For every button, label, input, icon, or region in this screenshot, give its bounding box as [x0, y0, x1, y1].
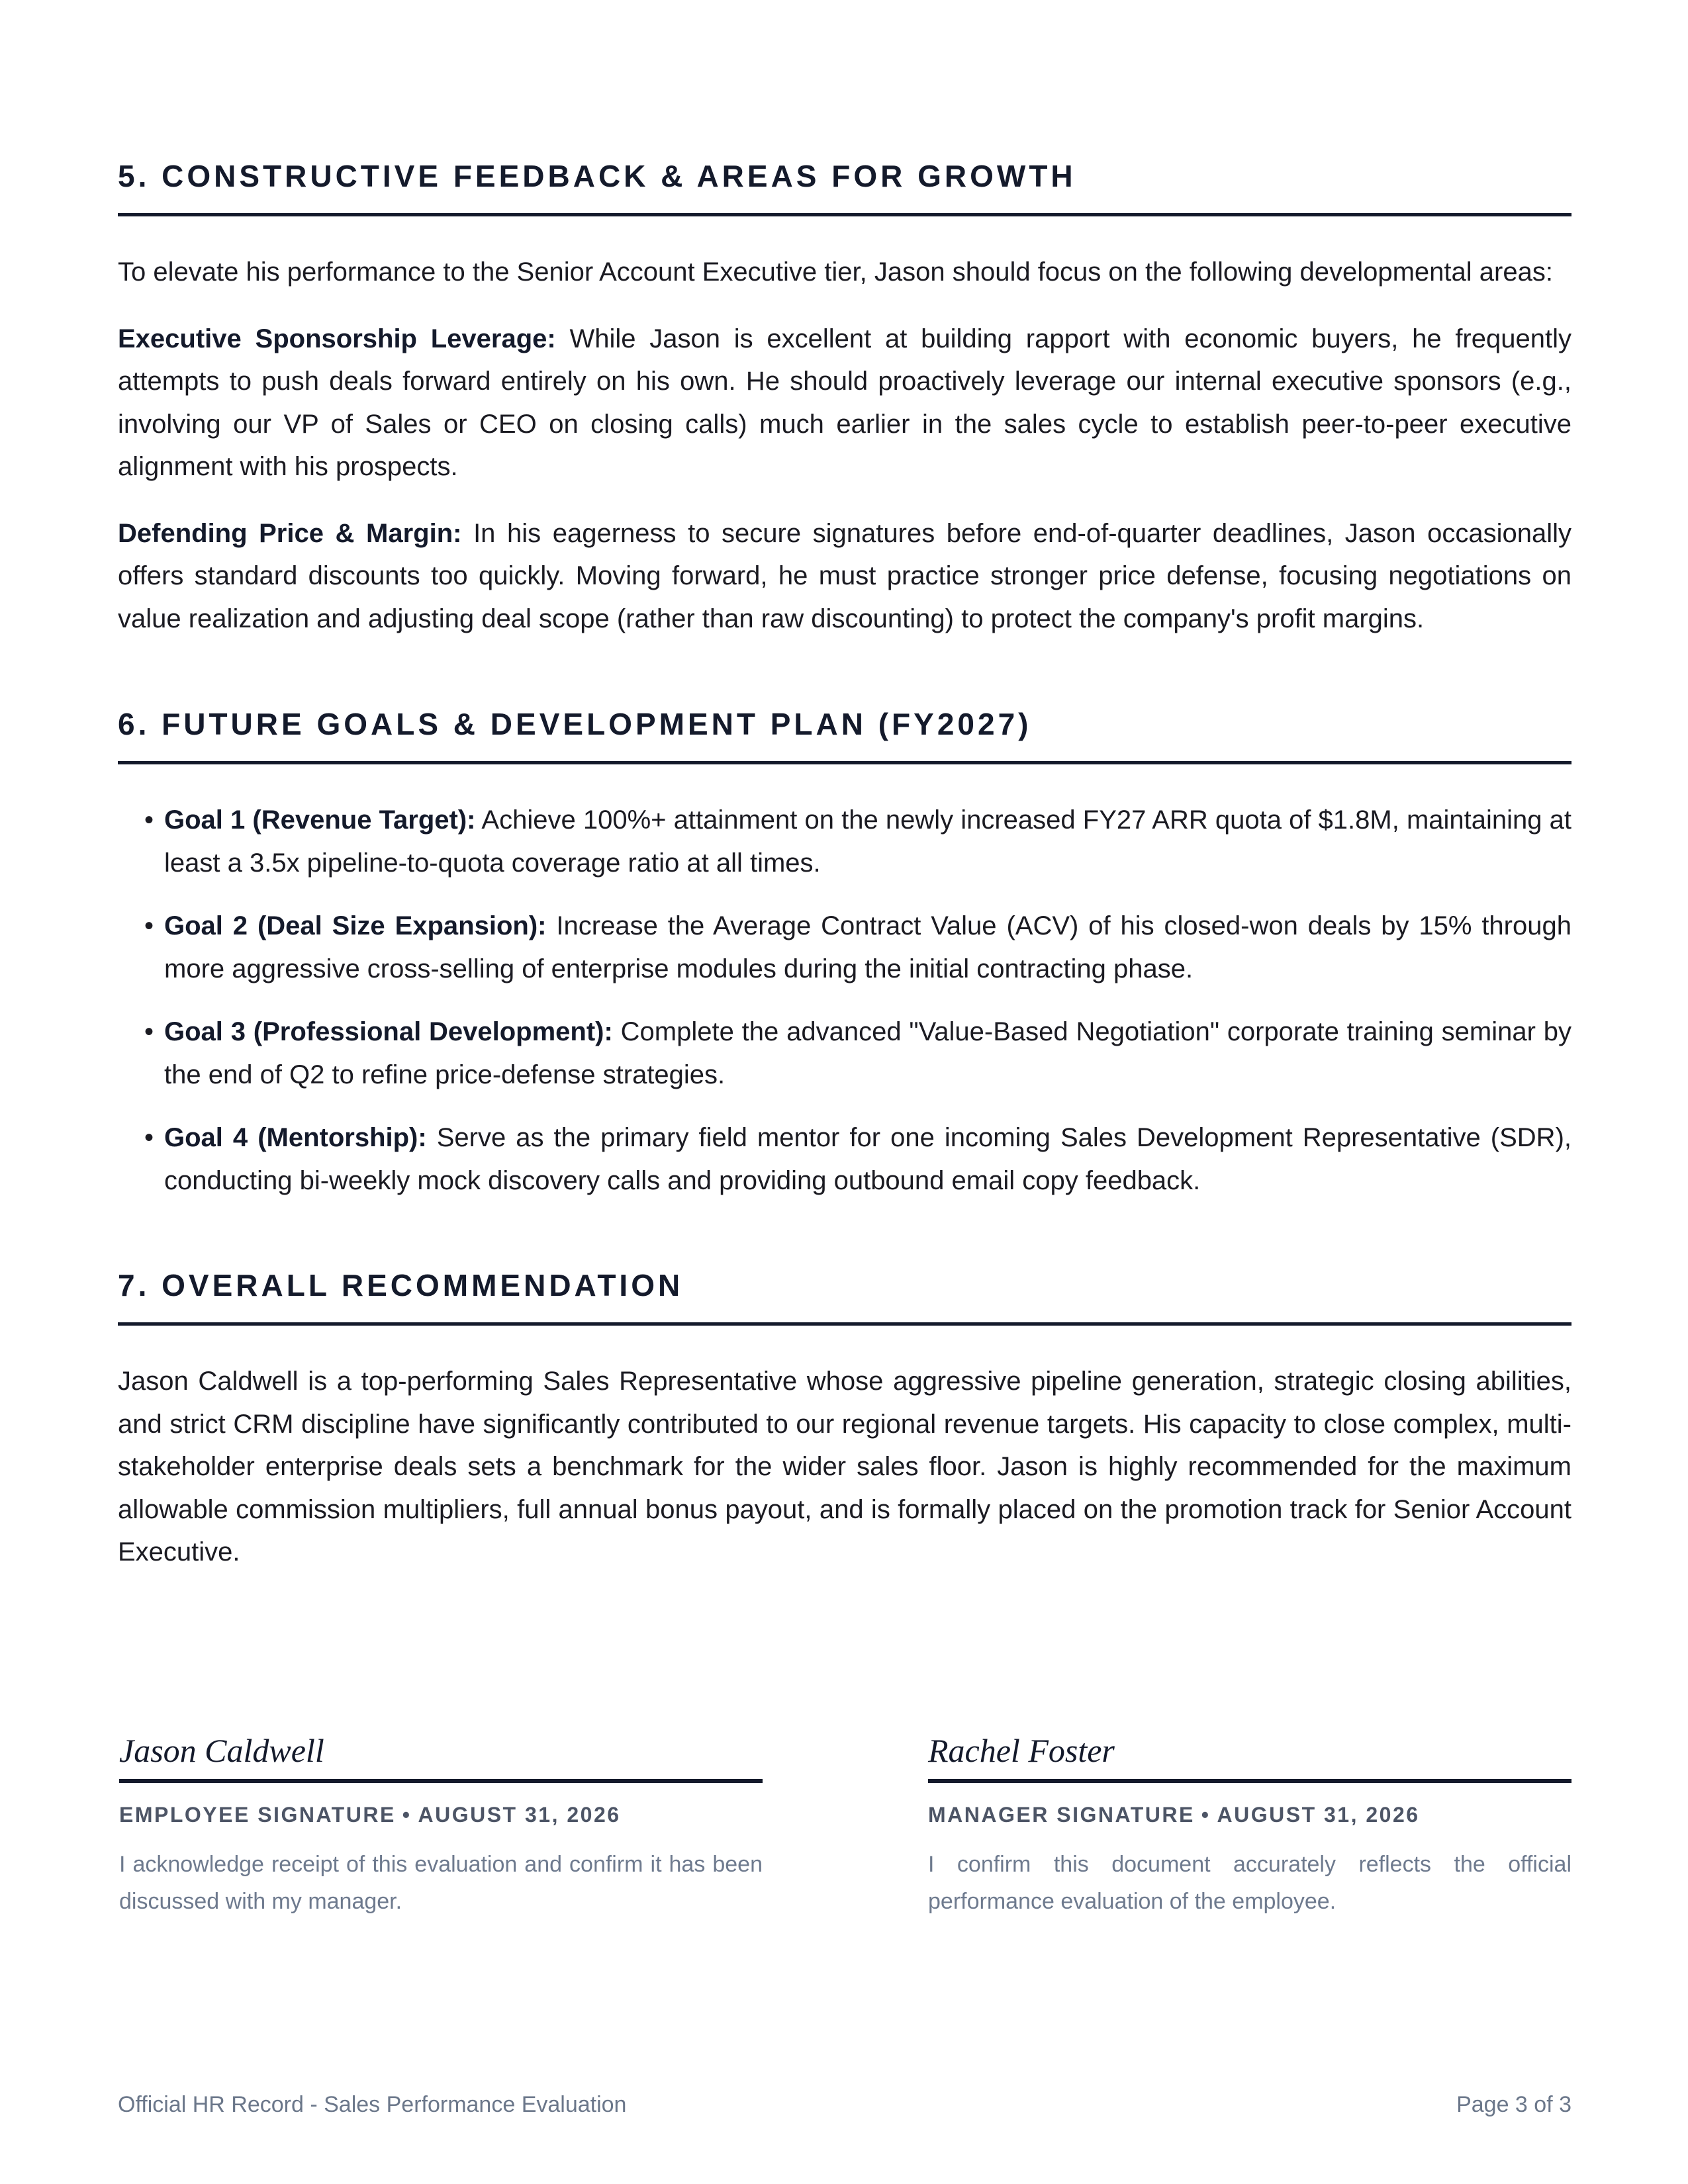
manager-signature-block — [928, 1727, 1571, 1920]
page-number: Page 3 of 3 — [1456, 2092, 1571, 2117]
section-divider — [118, 761, 1571, 764]
goal-label: Goal 1 (Revenue Target): — [164, 805, 476, 835]
section-title: 7. OVERALL RECOMMENDATION — [118, 1268, 684, 1302]
signature-note: I acknowledge receipt of this evaluation and confirm it has been discussed with my manager. — [119, 1852, 763, 1914]
goal-text: Serve as the primary field mentor for one incoming Sales Development Representative (SDR), conducting bi-weekly mock discovery calls and providing outbound email copy feedback. — [164, 1123, 1571, 1195]
employee-signature: Jason Caldwell — [119, 1732, 324, 1769]
signature-line — [928, 1779, 1571, 1783]
feedback-item — [118, 318, 1571, 488]
goal-item — [118, 1116, 1571, 1202]
section-future-goals — [118, 704, 1571, 1202]
goal-text: Increase the Average Contract Value (ACV) of his closed-won deals by 15% through more aggressive cross-selling of enterprise modules during the initial contracting phase. — [164, 911, 1571, 983]
signature-role: EMPLOYEE SIGNATURE — [119, 1803, 396, 1827]
goal-label: Goal 4 (Mentorship): — [164, 1123, 427, 1152]
employee-signature-block — [119, 1727, 763, 1920]
goal-item — [118, 1011, 1571, 1096]
goal-item — [118, 905, 1571, 990]
signature-area — [118, 1727, 1571, 1939]
separator: • — [1201, 1803, 1211, 1827]
section-constructive-feedback — [118, 156, 1571, 640]
recommendation-text: Jason Caldwell is a top-performing Sales Representative whose aggressive pipeline generation, strategic closing abilities, and strict CRM discipline have significantly contributed to our regional revenue targets. His capacity to close complex, multi-stakeholder enterprise deals sets a benchmark for the wider sales floor. Jason is highly recommended for the maximum allowable commission multipliers, full annual bonus payout, and is formally placed on the promotion track for Senior Account Executive. — [118, 1367, 1571, 1567]
feedback-item-label: Defending Price & Margin: — [118, 518, 462, 548]
feedback-item-text: In his eagerness to secure signatures before end-of-quarter deadlines, Jason occasionally offers standard discounts too quickly. Moving forward, he must practice stronger price defense, focusing negotiations on value realization and adjusting deal scope (rather than raw discounting) to protect the company's profit margins. — [118, 518, 1572, 633]
feedback-item-label: Executive Sponsorship Leverage: — [118, 324, 556, 353]
goal-text: Achieve 100%+ attainment on the newly increased FY27 ARR quota of $1.8M, maintaining at least a 3.5x pipeline-to-quota coverage ratio at all times. — [164, 805, 1572, 878]
signature-date: AUGUST 31, 2026 — [418, 1803, 621, 1827]
section-divider — [118, 1322, 1571, 1326]
separator: • — [402, 1803, 412, 1827]
signature-role: MANAGER SIGNATURE — [928, 1803, 1195, 1827]
goal-item — [118, 799, 1571, 884]
signature-date: AUGUST 31, 2026 — [1217, 1803, 1420, 1827]
section-divider — [118, 213, 1571, 216]
signature-caption — [928, 1803, 1571, 1827]
goals-list — [118, 799, 1571, 1202]
signature-caption — [119, 1803, 763, 1827]
feedback-item-text: While Jason is excellent at building rapport with economic buyers, he frequently attempts to push deals forward entirely on his own. He should proactively leverage our internal executive sponsors (e.g., involving our VP of Sales or CEO on closing calls) much earlier in the sales cycle to establish peer-to-peer executive alignment with his prospects. — [118, 324, 1571, 481]
goal-text: Complete the advanced "Value-Based Negotiation" corporate training seminar by the end of Q2 to refine price-defense strategies. — [164, 1017, 1572, 1089]
bullet-icon: • — [144, 911, 154, 940]
bullet-icon: • — [144, 1017, 154, 1046]
bullet-icon: • — [144, 1123, 154, 1152]
feedback-item — [118, 512, 1571, 641]
section-title: 5. CONSTRUCTIVE FEEDBACK & AREAS FOR GROWTH — [118, 159, 1076, 193]
footer-record-label: Official HR Record - Sales Performance Evaluation — [118, 2092, 627, 2117]
document-content — [118, 156, 1571, 1637]
section-intro: To elevate his performance to the Senior Account Executive tier, Jason should focus on the following developmental areas: — [118, 257, 1553, 287]
section-title: 6. FUTURE GOALS & DEVELOPMENT PLAN (FY2027) — [118, 707, 1032, 741]
goal-label: Goal 3 (Professional Development): — [164, 1017, 613, 1046]
manager-signature: Rachel Foster — [928, 1732, 1115, 1769]
signature-line — [119, 1779, 763, 1783]
goal-label: Goal 2 (Deal Size Expansion): — [164, 911, 547, 940]
signature-note: I confirm this document accurately reflects the official performance evaluation of the employee. — [928, 1852, 1571, 1914]
section-overall-recommendation — [118, 1265, 1571, 1574]
bullet-icon: • — [144, 805, 154, 835]
